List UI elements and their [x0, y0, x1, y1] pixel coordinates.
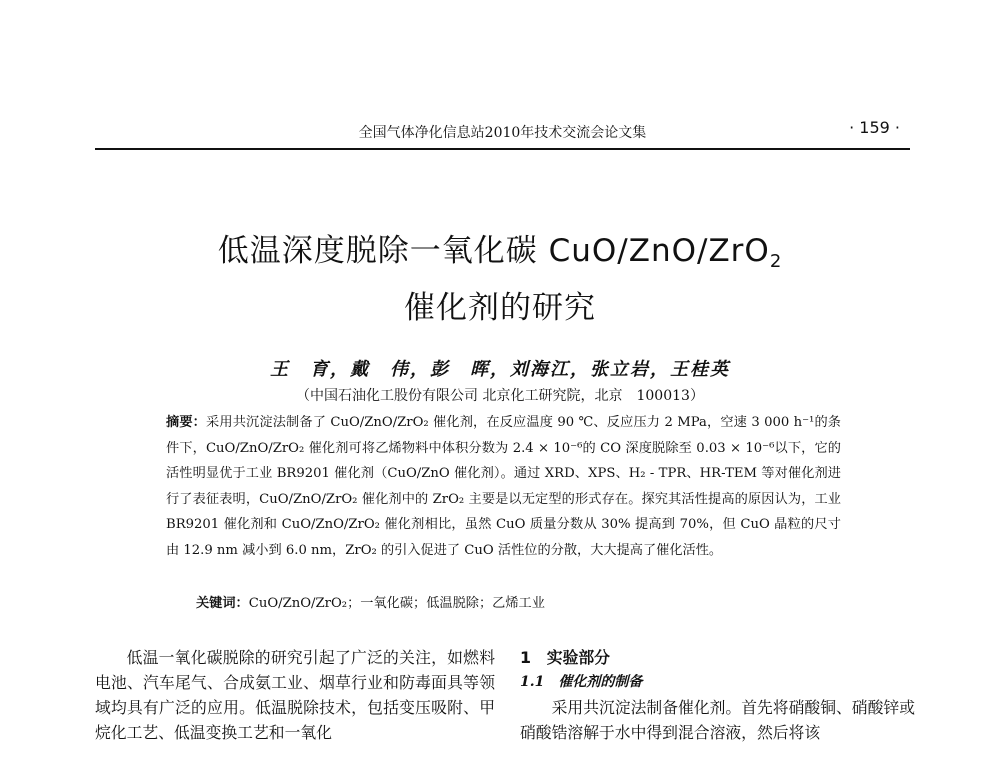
subsection-heading: 1.1 催化剂的制备 — [520, 674, 643, 690]
body-column-right — [520, 645, 915, 745]
abstract-text: 采用共沉淀法制备了 CuO/ZnO/ZrO₂ 催化剂，在反应温度 90 ℃、反应压力 2 MPa，空速 3 000 h⁻¹的条件下，CuO/ZnO/ZrO₂ 催化剂可将乙烯物料中体积分数为 2.4 × 10⁻⁶的 CO 深度脱除至 0.03 × 10⁻⁶以下，它的活性明显优于工业 BR9201 催化剂（CuO/ZnO 催化剂）。通过 XRD、XPS、H₂ - TPR、HR-TEM 等对催化剂进行了表征表明，CuO/ZnO/ZrO₂ 催化剂中的 ZrO₂ 主要是以无定型的形式存在。探究其活性提高的原因认为，工业 BR9201 催化剂和 CuO/ZnO/ZrO₂ 催化剂相比，虽然 CuO 质量分数从 30% 提高到 70%，但 CuO 晶粒的尺寸由 12.9 nm 减小到 6.0 nm，ZrO₂ 的引入促进了 CuO 活性位的分散，大大提高了催化活性。 — [166, 415, 841, 558]
keywords-label: 关键词： — [196, 596, 249, 611]
body-column-left — [95, 645, 495, 745]
paper-title-line1 — [100, 225, 900, 272]
abstract-label: 摘要： — [166, 415, 207, 430]
paper-title-subscript: 2 — [769, 251, 783, 272]
page-number: · 159 · — [849, 118, 900, 137]
abstract — [166, 410, 841, 563]
running-title: 全国气体净化信息站2010年技术交流会论文集 — [358, 125, 647, 141]
section-heading: 1 实验部分 — [520, 648, 610, 667]
body-paragraph: 低温一氧化碳脱除的研究引起了广泛的关注，如燃料电池、汽车尾气、合成氨工业、烟草行业和防毒面具等领域均具有广泛的应用。低温脱除技术，包括变压吸附、甲烷化工艺、低温变换工艺和一氧化 — [95, 648, 495, 742]
paper-title-text: 低温深度脱除一氧化碳 CuO/ZnO/ZrO — [217, 233, 770, 269]
author-list: 王 育，戴 伟，彭 晖，刘海江，张立岩，王桂英 — [270, 359, 730, 380]
body-paragraph: 采用共沉淀法制备催化剂。首先将硝酸铜、硝酸锌或硝酸锆溶解于水中得到混合溶液，然后将该 — [520, 698, 915, 742]
running-header — [95, 118, 910, 150]
paper-title-line2: 催化剂的研究 — [404, 290, 596, 326]
affiliation: （中国石油化工股份有限公司 北京化工研究院，北京 100013） — [296, 388, 704, 404]
keywords — [196, 592, 545, 611]
keywords-text: CuO/ZnO/ZrO₂；一氧化碳；低温脱除；乙烯工业 — [248, 596, 545, 611]
